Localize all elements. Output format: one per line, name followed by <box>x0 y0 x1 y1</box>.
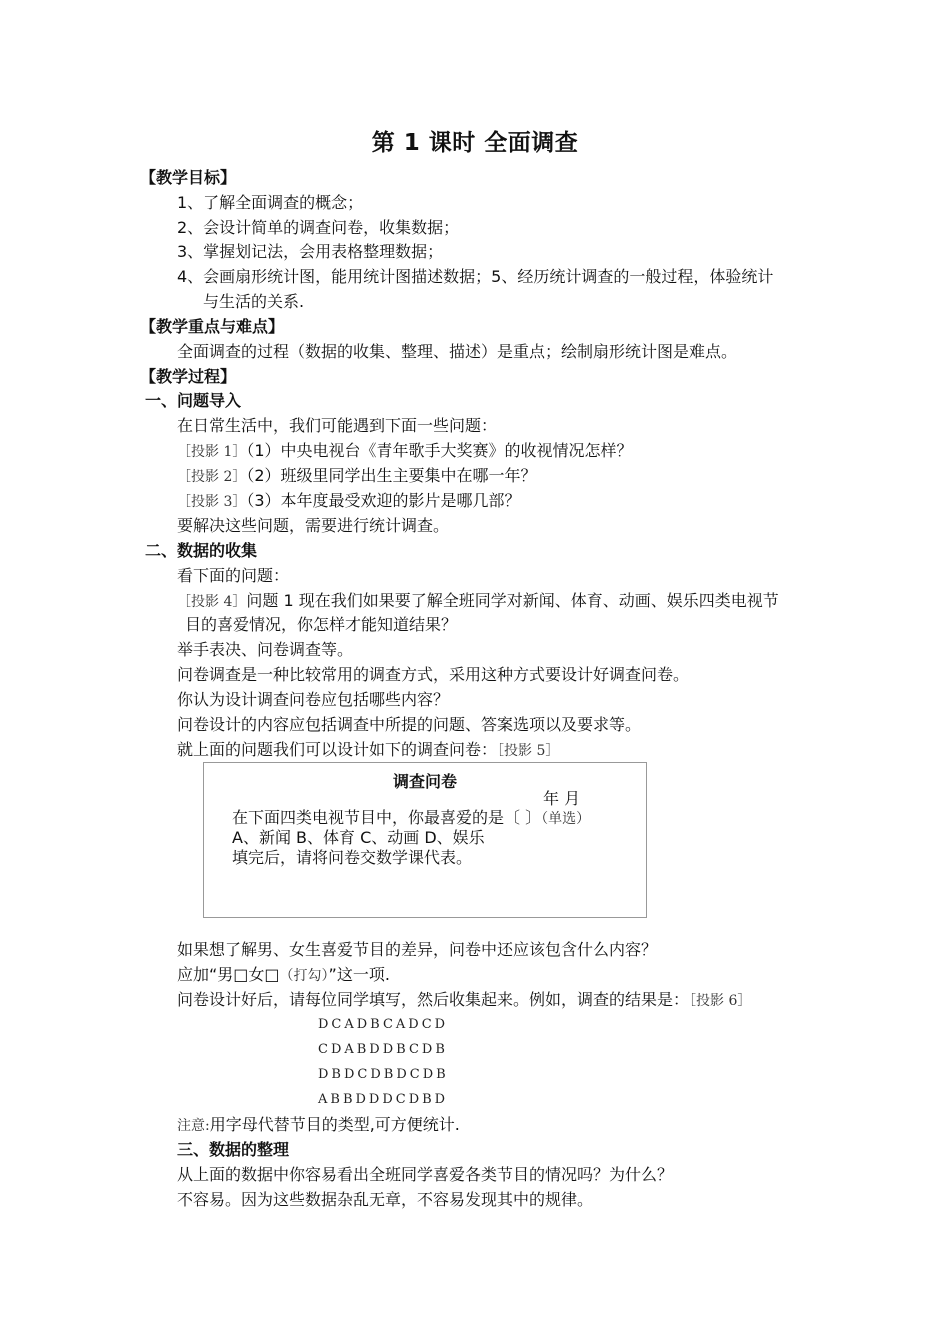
question-text: （2）班级里同学出生主要集中在哪一年？ <box>246 466 537 485</box>
question-text: 问题 1 现在我们如果要了解全班同学对新闻、体育、动画、娱乐四类电视节 <box>246 591 779 610</box>
survey-question <box>232 808 590 829</box>
question-text: （3）本年度最受欢迎的影片是哪几部？ <box>246 491 521 510</box>
projection-tag: ［投影 2］ <box>177 469 247 485</box>
text-part: ”这一项. <box>328 965 390 984</box>
objective-item: 3、掌握划记法，会用表格整理数据； <box>177 242 444 261</box>
survey-title: 调查问卷 <box>392 772 457 791</box>
section-text: 问卷调查是一种比较常用的调查方式，采用这种方式要设计好调查问卷。 <box>177 665 690 684</box>
section-text: 从上面的数据中你容易看出全班同学喜爱各类节目的情况吗？为什么？ <box>177 1165 674 1184</box>
question-text: （1）中央电视台《青年歌手大奖赛》的收视情况怎样？ <box>246 441 633 460</box>
projection-question <box>177 489 521 514</box>
projection-question <box>177 464 537 489</box>
section-text-main: 就上面的问题我们可以设计如下的调查问卷： <box>177 740 498 759</box>
survey-instruction: 填完后，请将问卷交数学课代表。 <box>232 848 473 867</box>
section-heading: 三、数据的整理 <box>177 1140 290 1159</box>
key-points-text: 全面调查的过程（数据的收集、整理、描述）是重点；绘制扇形统计图是难点。 <box>177 342 738 361</box>
note-text: 用字母代替节目的类型,可方便统计. <box>209 1115 460 1134</box>
survey-single-choice: （单选） <box>541 811 591 827</box>
projection-tag: ［投影 6］ <box>689 993 752 1009</box>
objectives-heading: 【教学目标】 <box>140 168 237 187</box>
objective-item: 1、了解全面调查的概念； <box>177 193 364 212</box>
data-row: DBDCDBDCDB <box>318 1067 449 1082</box>
page-title: 第 1 课时 全面调查 <box>371 130 579 156</box>
data-row: DCADBCADCD <box>318 1017 449 1032</box>
section-text <box>177 963 390 988</box>
projection-tag: ［投影 3］ <box>177 494 247 510</box>
section-text-main: 问卷设计好后，请每位同学填写，然后收集起来。例如，调查的结果是： <box>177 990 690 1009</box>
projection-tag: ［投影 1］ <box>177 444 247 460</box>
section-heading: 一、问题导入 <box>145 391 242 410</box>
section-text: 你认为设计调查问卷应包括哪些内容？ <box>177 690 450 709</box>
section-text: 问卷设计的内容应包括调查中所提的问题、答案选项以及要求等。 <box>177 715 642 734</box>
section-text <box>177 738 559 763</box>
key-points-heading: 【教学重点与难点】 <box>140 317 285 336</box>
objective-item: 与生活的关系. <box>203 292 305 311</box>
objective-item: 4、会画扇形统计图，能用统计图描述数据；5、经历统计调查的一般过程，体验统计 <box>177 267 774 286</box>
projection-question <box>177 589 779 614</box>
data-row: ABBDDDCDBD <box>318 1092 449 1107</box>
survey-options: A、新闻 B、体育 C、动画 D、娱乐 <box>232 828 485 847</box>
survey-date: 年 月 <box>543 789 581 808</box>
note <box>177 1113 460 1138</box>
projection-tag: ［投影 5］ <box>497 743 560 759</box>
projection-tag: ［投影 4］ <box>177 594 247 610</box>
objective-item: 2、会设计简单的调查问卷，收集数据； <box>177 218 460 237</box>
note-tag: 注意: <box>177 1118 210 1134</box>
section-heading: 二、数据的收集 <box>145 541 258 560</box>
text-part: 应加“男□女□ <box>177 965 280 984</box>
process-heading: 【教学过程】 <box>140 367 237 386</box>
section-text: 目的喜爱情况，你怎样才能知道结果？ <box>185 615 458 634</box>
section-text: 如果想了解男、女生喜爱节目的差异，问卷中还应该包含什么内容？ <box>177 940 658 959</box>
section-text: 在日常生活中，我们可能遇到下面一些问题： <box>177 416 498 435</box>
text-part-serif: （打勾） <box>279 968 329 984</box>
survey-question-text: 在下面四类电视节目中，你最喜爱的是〔 〕 <box>232 808 542 827</box>
projection-question <box>177 439 633 464</box>
data-row: CDABDDBCDB <box>318 1042 448 1057</box>
survey-box <box>203 762 647 918</box>
section-text: 不容易。因为这些数据杂乱无章，不容易发现其中的规律。 <box>177 1190 594 1209</box>
section-text: 看下面的问题： <box>177 566 290 585</box>
section-text <box>177 988 751 1013</box>
section-text: 要解决这些问题，需要进行统计调查。 <box>177 516 450 535</box>
section-text: 举手表决、问卷调查等。 <box>177 640 354 659</box>
